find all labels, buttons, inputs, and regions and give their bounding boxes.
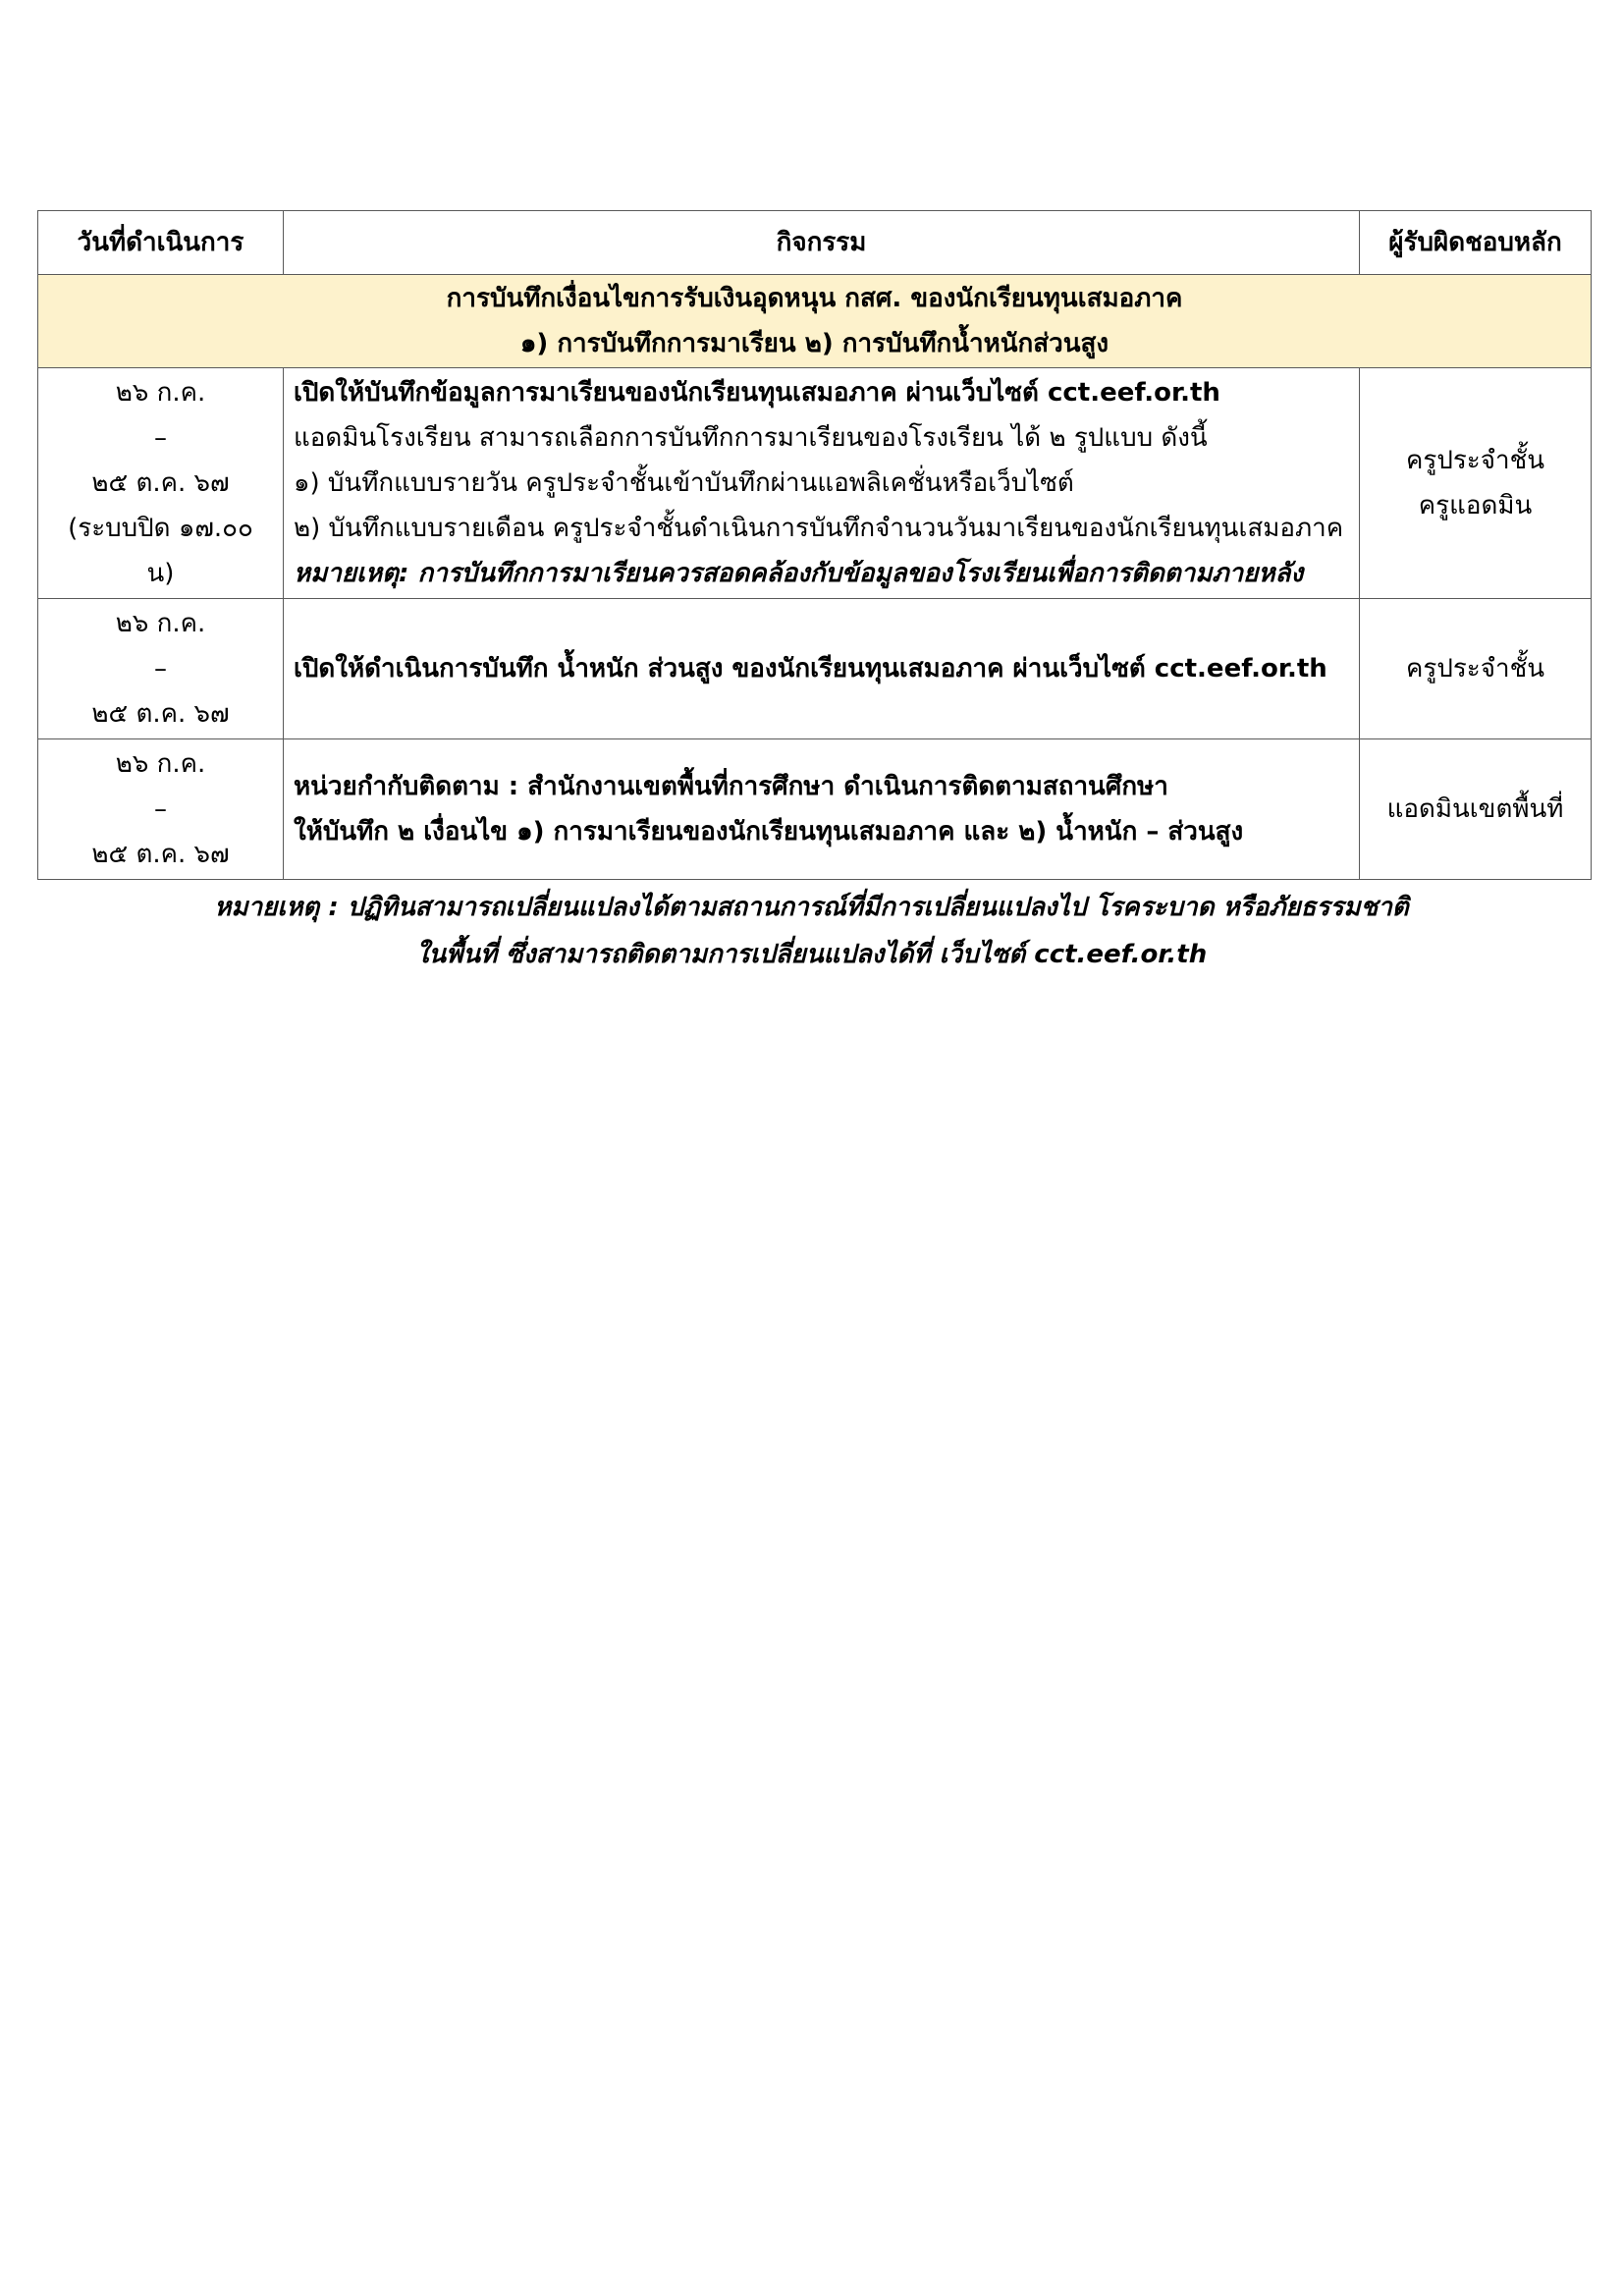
date-close-note-cont: น) — [146, 559, 175, 588]
table-header-row — [38, 211, 1592, 275]
activity-cell — [284, 599, 1360, 739]
responsible-cell — [1360, 599, 1592, 739]
footnote — [0, 884, 1623, 978]
responsible-cell — [1360, 368, 1592, 599]
responsible-line: ครูประจำชั้น — [1405, 654, 1545, 683]
section-band — [38, 275, 1592, 368]
date-cell — [38, 599, 284, 739]
section-band-line-2: ๑) การบันทึกการมาเรียน ๒) การบันทึกน้ำหนักส่วนสูง — [519, 329, 1109, 358]
table-row — [38, 368, 1592, 599]
date-end: ๒๕ ต.ค. ๖๗ — [91, 840, 230, 869]
date-cell — [38, 368, 284, 599]
date-cell — [38, 739, 284, 880]
activity-line: เปิดให้บันทึกข้อมูลการมาเรียนของนักเรียนทุนเสมอภาค ผ่านเว็บไซต์ cct.eef.or.th — [294, 378, 1220, 408]
schedule-table — [37, 210, 1592, 880]
date-close-note: (ระบบปิด ๑๗.๐๐ — [68, 514, 253, 543]
section-band-line-1: การบันทึกเงื่อนไขการรับเงินอุดหนุน กสศ. ของนักเรียนทุนเสมอภาค — [446, 284, 1183, 313]
activity-line: ๑) บันทึกแบบรายวัน ครูประจำชั้นเข้าบันทึกผ่านแอพลิเคชั่นหรือเว็บไซต์ — [294, 468, 1074, 498]
date-end: ๒๕ ต.ค. ๖๗ — [91, 699, 230, 729]
date-dash: – — [154, 794, 167, 824]
footnote-line-2: ในพื้นที่ ซึ่งสามารถติดตามการเปลี่ยนแปลงได้ที่ เว็บไซต์ cct.eef.or.th — [415, 940, 1208, 969]
activity-cell — [284, 739, 1360, 880]
activity-line: แอดมินโรงเรียน สามารถเลือกการบันทึกการมาเรียนของโรงเรียน ได้ ๒ รูปแบบ ดังนี้ — [294, 423, 1208, 453]
activity-line: เปิดให้ดำเนินการบันทึก น้ำหนัก ส่วนสูง ของนักเรียนทุนเสมอภาค ผ่านเว็บไซต์ cct.eef.or.th — [294, 654, 1327, 683]
date-start: ๒๖ ก.ค. — [115, 378, 206, 408]
table-row — [38, 599, 1592, 739]
responsible-line: ครูแอดมิน — [1418, 491, 1533, 520]
date-dash: – — [154, 423, 167, 453]
responsible-line: แอดมินเขตพื้นที่ — [1386, 794, 1564, 824]
activity-cell — [284, 368, 1360, 599]
activity-line: ให้บันทึก ๒ เงื่อนไข ๑) การมาเรียนของนักเรียนทุนเสมอภาค และ ๒) น้ำหนัก – ส่วนสูง — [294, 817, 1244, 847]
header-responsible: ผู้รับผิดชอบหลัก — [1360, 211, 1592, 275]
activity-remark: หมายเหตุ: การบันทึกการมาเรียนควรสอดคล้องกับข้อมูลของโรงเรียนเพื่อการติดตามภายหลัง — [294, 559, 1304, 588]
activity-line: หน่วยกำกับติดตาม : สำนักงานเขตพื้นที่การศึกษา ดำเนินการติดตามสถานศึกษา — [294, 772, 1168, 801]
date-start: ๒๖ ก.ค. — [115, 609, 206, 638]
date-end: ๒๕ ต.ค. ๖๗ — [91, 468, 230, 498]
header-activity: กิจกรรม — [284, 211, 1360, 275]
header-date: วันที่ดำเนินการ — [38, 211, 284, 275]
responsible-cell — [1360, 739, 1592, 880]
activity-line: ๒) บันทึกแบบรายเดือน ครูประจำชั้นดำเนินการบันทึกจำนวนวันมาเรียนของนักเรียนทุนเสมอภาค — [294, 514, 1344, 543]
section-band-row — [38, 275, 1592, 368]
date-start: ๒๖ ก.ค. — [115, 749, 206, 779]
footnote-line-1: หมายเหตุ : ปฏิทินสามารถเปลี่ยนแปลงได้ตามสถานการณ์ที่มีการเปลี่ยนแปลงไป โรคระบาด หรือภัยธรรมชาติ — [214, 893, 1409, 922]
date-dash: – — [154, 654, 167, 683]
responsible-line: ครูประจำชั้น — [1405, 446, 1545, 475]
table-row — [38, 739, 1592, 880]
